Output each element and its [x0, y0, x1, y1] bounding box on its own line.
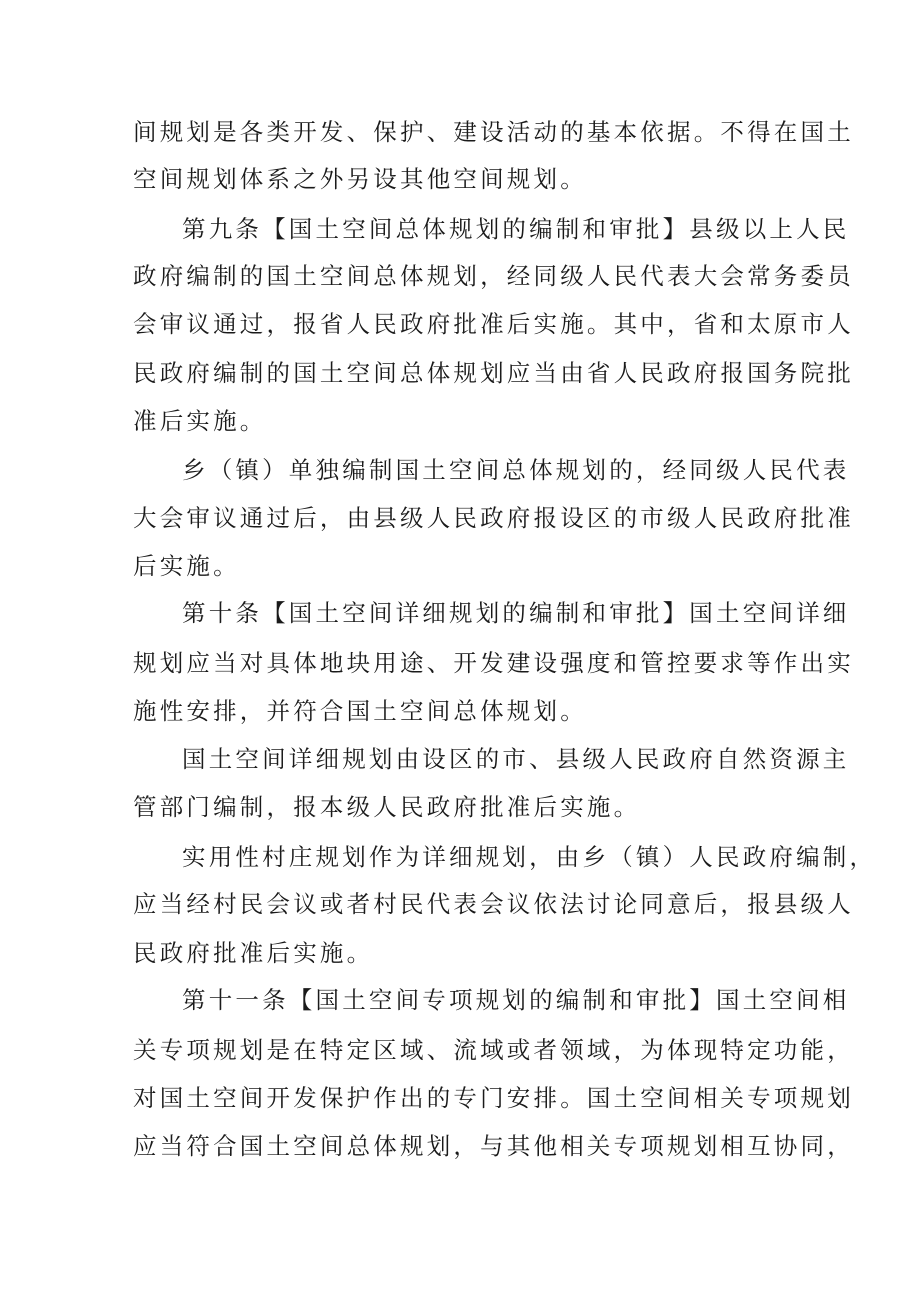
text-line: 准后实施。 [133, 407, 267, 435]
text-line: 大会审议通过后，由县级人民政府报设区的市级人民政府批准 [133, 504, 854, 532]
text-line: 关专项规划是在特定区域、流域或者领域，为体现特定功能， [133, 1036, 854, 1064]
article-10-heading-line: 第十条【国土空间详细规划的编制和审批】国土空间详细 [182, 599, 850, 627]
text-line: 后实施。 [133, 552, 240, 580]
text-line: 会审议通过，报省人民政府批准后实施。其中，省和太原市人 [133, 310, 854, 338]
text-line: 空间规划体系之外另设其他空间规划。 [133, 165, 587, 193]
text-line: 民政府编制的国土空间总体规划应当由省人民政府报国务院批 [133, 359, 854, 387]
article-11-heading-line: 第十一条【国土空间专项规划的编制和审批】国土空间相 [182, 986, 850, 1014]
text-line: 应当经村民会议或者村民代表会议依法讨论同意后，报县级人 [133, 890, 854, 918]
text-line: 规划应当对具体地块用途、开发建设强度和管控要求等作出实 [133, 649, 854, 677]
text-line: 民政府批准后实施。 [133, 939, 374, 967]
paragraph-line: 乡（镇）单独编制国土空间总体规划的，经同级人民代表 [182, 456, 850, 484]
paragraph-line: 实用性村庄规划作为详细规划，由乡（镇）人民政府编制， [182, 843, 877, 871]
text-line: 政府编制的国土空间总体规划，经同级人民代表大会常务委员 [133, 262, 854, 290]
text-line: 对国土空间开发保护作出的专门安排。国土空间相关专项规划 [133, 1084, 854, 1112]
article-9-heading-line: 第九条【国土空间总体规划的编制和审批】县级以上人民 [182, 215, 850, 243]
text-line: 应当符合国土空间总体规划，与其他相关专项规划相互协同， [133, 1132, 854, 1160]
text-line: 间规划是各类开发、保护、建设活动的基本依据。不得在国土 [133, 118, 854, 146]
text-line: 施性安排，并符合国土空间总体规划。 [133, 697, 587, 725]
text-line: 管部门编制，报本级人民政府批准后实施。 [133, 793, 641, 821]
paragraph-line: 国土空间详细规划由设区的市、县级人民政府自然资源主 [182, 745, 850, 773]
